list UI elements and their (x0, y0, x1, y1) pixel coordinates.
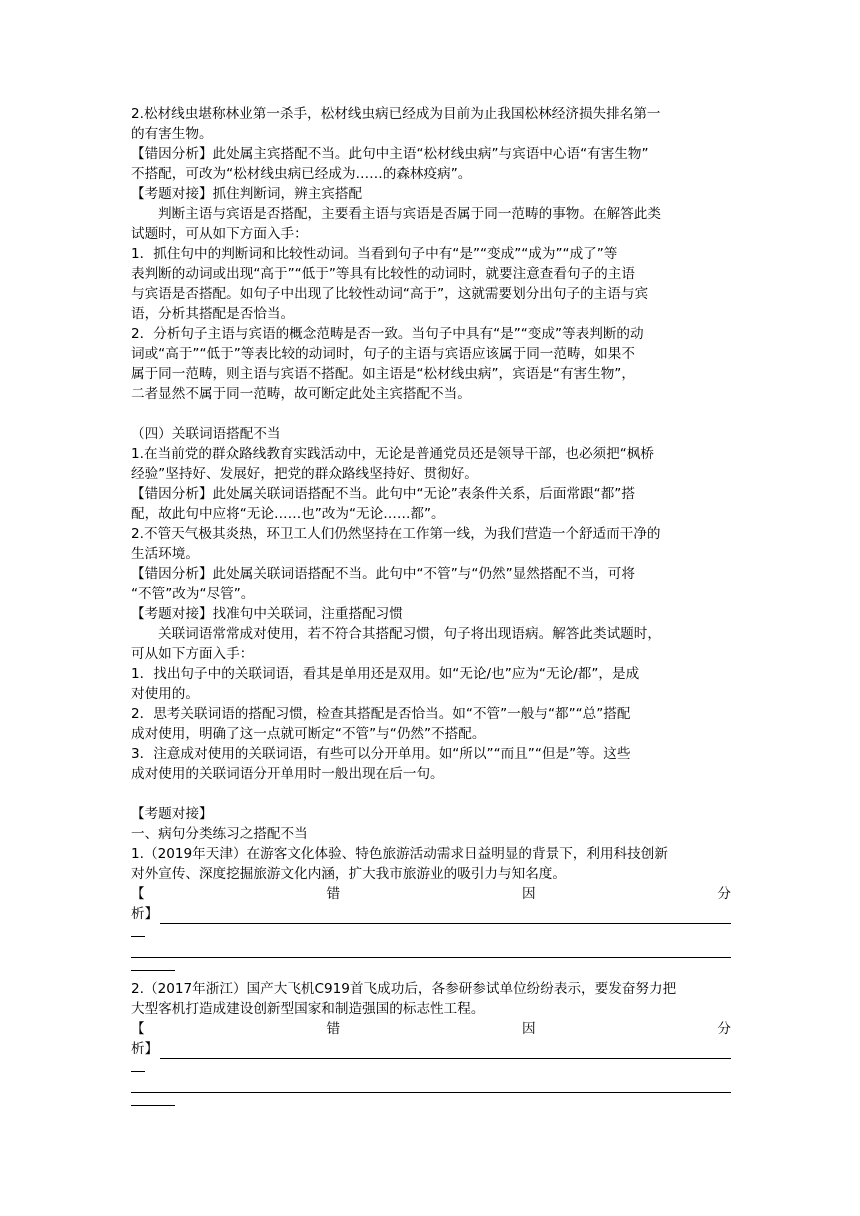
question-2: 2.（2017年浙江）国产大飞机C919首飞成功后，各参研参试单位纷纷表示，要发奋努力把 (131, 981, 677, 997)
tip-point: 成对使用的关联词语分开单用时一般出现在后一句。 (131, 766, 444, 782)
error-analysis: “不管”改为“尽管”。 (131, 586, 255, 602)
answer-blank[interactable] (160, 906, 731, 924)
tip-point: 3．注意成对使用的关联词语，有些可以分开单用。如“所以”“而且”“但是”等。这些 (131, 746, 631, 762)
answer-label-row (131, 884, 731, 904)
blank-line (131, 404, 731, 424)
example-sentence: 2.松材线虫堪称林业第一杀手，松材线虫病已经成为目前为止我国松林经济损失排名第一 (131, 106, 661, 122)
label-char: 因 (521, 1021, 536, 1037)
tip-point: 2．分析句子主语与宾语的概念范畴是否一致。当句子中具有“是”“变成”等表判断的动 (131, 326, 644, 342)
blank-line (131, 784, 731, 804)
question-1: 对外宣传、深度挖掘旅游文化内涵，扩大我市旅游业的吸引力与知名度。 (131, 866, 566, 882)
tip-point: 1．找出句子中的关联词语，看其是单用还是双用。如“无论/也”应为“无论/都”，是成 (131, 666, 640, 682)
exercise-subtitle: 一、病句分类练习之搭配不当 (131, 826, 308, 842)
tip-point: 与宾语是否搭配。如句子中出现了比较性动词“高于”，这就需要划分出句子的主语与宾 (131, 286, 649, 302)
answer-blank-continuation[interactable] (131, 924, 145, 937)
example-sentence: 生活环境。 (131, 546, 199, 562)
tip-heading: 【考题对接】找准句中关联词，注重搭配习惯 (131, 606, 403, 622)
answer-blank-continuation[interactable] (131, 1059, 145, 1072)
tip-point: 成对使用，明确了这一点就可断定“不管”与“仍然”不搭配。 (131, 726, 486, 742)
label-bracket: 【 (131, 886, 145, 902)
tip-point: 词或“高于”“低于”等表比较的动词时，句子的主语与宾语应该属于同一范畴，如果不 (131, 346, 635, 362)
answer-blank-tail[interactable] (131, 1095, 175, 1106)
tip-point: 2．思考关联词语的搭配习惯，检查其搭配是否恰当。如“不管”一般与“都”“总”搭配 (131, 706, 631, 722)
example-sentence: 经验”坚持好、发展好，把党的群众路线坚持好、贯彻好。 (131, 466, 478, 482)
answer-line[interactable] (131, 1039, 731, 1059)
example-sentence: 的有害生物。 (131, 126, 213, 142)
answer-blank[interactable] (131, 945, 731, 958)
question-1: 1.（2019年天津）在游客文化体验、特色旅游活动需求日益明显的背景下，利用科技创新 (131, 846, 668, 862)
label-char: 分 (717, 886, 731, 902)
section-heading: （四）关联词语搭配不当 (131, 426, 281, 442)
example-sentence: 1.在当前党的群众路线教育实践活动中，无论是普通党员还是领导干部，也必须把“枫桥 (131, 446, 654, 462)
answer-blank[interactable] (160, 1041, 731, 1059)
label-char: 因 (521, 886, 536, 902)
answer-blank-tail[interactable] (131, 960, 175, 971)
label-char: 析】 (131, 906, 159, 922)
question-2: 大型客机打造成建设创新型国家和制造强国的标志性工程。 (131, 1001, 485, 1017)
example-sentence: 2.不管天气极其炎热，环卫工人们仍然坚持在工作第一线，为我们营造一个舒适而干净的 (131, 526, 661, 542)
label-bracket: 【 (131, 1021, 145, 1037)
tip-point: 二者显然不属于同一范畴，故可断定此处主宾搭配不当。 (131, 386, 471, 402)
document-page (131, 104, 731, 1114)
tip-point: 1．抓住句中的判断词和比较性动词。当看到句子中有“是”“变成”“成为”“成了”等 (131, 246, 618, 262)
answer-blank[interactable] (131, 1080, 731, 1093)
error-analysis: 不搭配，可改为“松材线虫病已经成为……的森林疫病”。 (131, 166, 472, 182)
answer-label-row (131, 1019, 731, 1039)
label-char: 错 (326, 886, 341, 902)
error-analysis: 【错因分析】此处属主宾搭配不当。此句中主语“松材线虫病”与宾语中心语“有害生物” (131, 146, 649, 162)
answer-line[interactable] (131, 904, 731, 924)
tip-paragraph: 判断主语与宾语是否搭配，主要看主语与宾语是否属于同一范畴的事物。在解答此类 (158, 206, 661, 222)
error-analysis: 【错因分析】此处属关联词语搭配不当。此句中“不管”与“仍然”显然搭配不当，可将 (131, 566, 635, 582)
label-char: 析】 (131, 1041, 159, 1057)
error-analysis: 【错因分析】此处属关联词语搭配不当。此句中“无论”表条件关系，后面常跟“都”搭 (131, 486, 635, 502)
tip-point: 对使用的。 (131, 686, 199, 702)
tip-point: 语，分析其搭配是否恰当。 (131, 306, 295, 322)
label-char: 分 (717, 1021, 731, 1037)
label-char: 错 (326, 1021, 341, 1037)
error-analysis: 配，故此句中应将“无论……也”改为“无论……都”。 (131, 506, 445, 522)
tip-paragraph: 试题时，可从如下方面入手： (131, 226, 308, 242)
tip-point: 属于同一范畴，则主语与宾语不搭配。如主语是“松材线虫病”，宾语是“有害生物”， (131, 366, 635, 382)
tip-paragraph: 可从如下方面入手： (131, 646, 254, 662)
exercise-heading: 【考题对接】 (131, 806, 213, 822)
tip-paragraph: 关联词语常常成对使用，若不符合其搭配习惯，句子将出现语病。解答此类试题时， (158, 626, 661, 642)
tip-heading: 【考题对接】抓住判断词，辨主宾搭配 (131, 186, 363, 202)
tip-point: 表判断的动词或出现“高于”“低于”等具有比较性的动词时，就要注意查看句子的主语 (131, 266, 635, 282)
